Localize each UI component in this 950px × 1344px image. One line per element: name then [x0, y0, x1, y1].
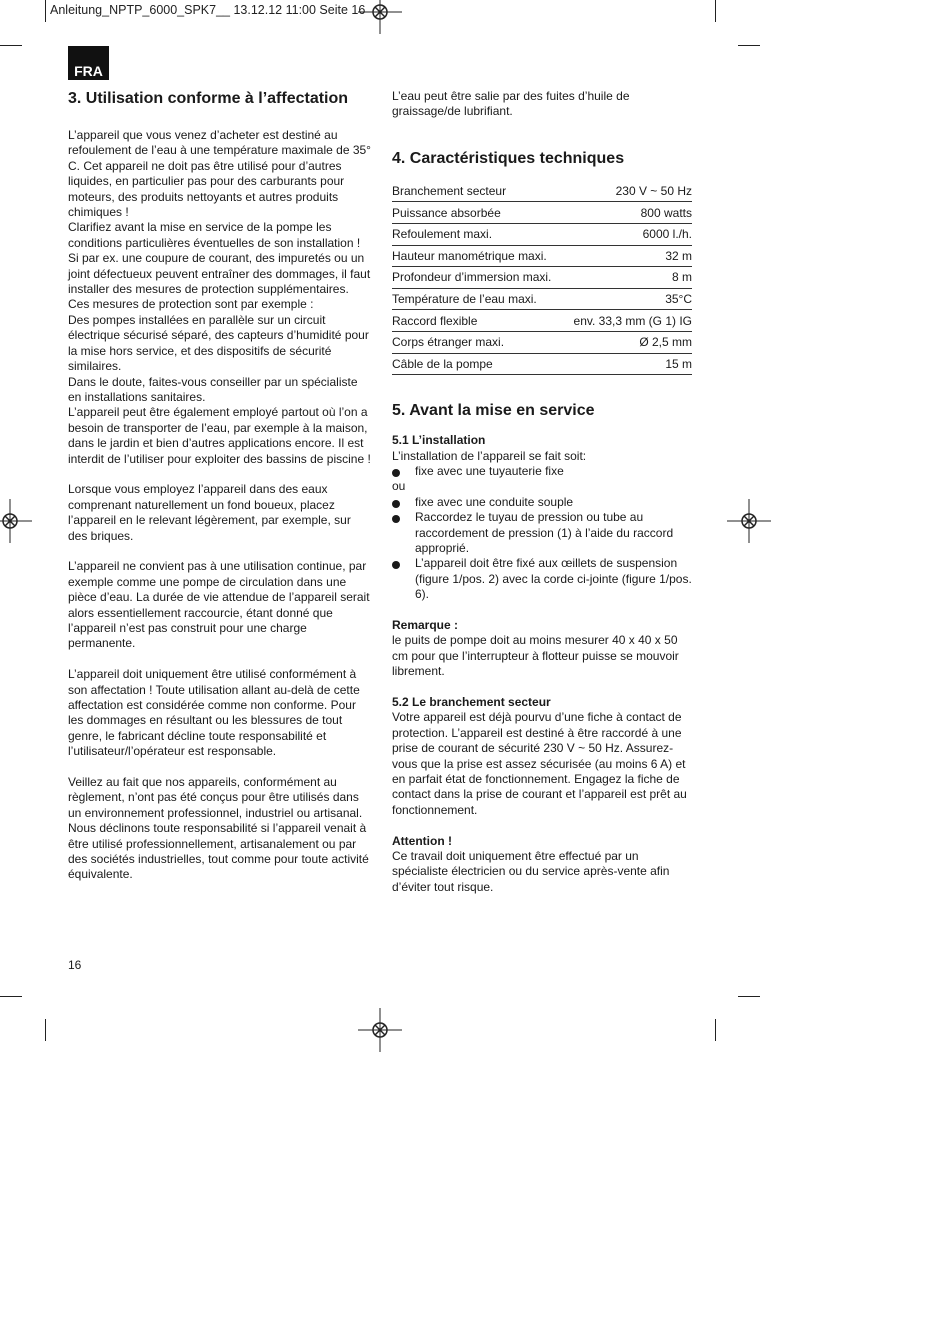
paragraph: L’appareil que vous venez d’acheter est destiné au refoulement de l’eau à une température maximale de 35° C. Cet appareil ne doit pas être utilisé pour d’autres liquides, en particulier pas pour des carburants pour moteurs, des produits nettoyants et autres produits chimiques ! — [68, 128, 371, 220]
registration-mark-icon — [0, 499, 32, 543]
bullet-icon — [392, 500, 400, 508]
paragraph: Veillez au fait que nos appareils, conformément au règlement, n’ont pas été conçus pour être utilisés dans un environnement professionnel, industriel ou artisanal. Nous déclinons toute responsabilité si l’appareil venait à être utilisé professionnellement, artisanalement ou par des sociétés industrielles, tout comme pour toute activité équivalente. — [68, 775, 369, 882]
paragraph: Si par ex. une coupure de courant, des impuretés ou un joint défectueux peuvent entraîner des dommages, il faut installer des mesures de protection supplémentaires. — [68, 251, 371, 297]
paragraph: Dans le doute, faites-vous conseiller par un spécialiste en installations sanitaires. — [68, 374, 358, 404]
paragraph: Ce travail doit uniquement être effectué par un spécialiste électricien ou du service après-vente afin d’éviter tout risque. — [392, 849, 670, 894]
crop-mark — [0, 45, 22, 46]
spec-value: 15 m — [564, 353, 692, 375]
print-slug: Anleitung_NPTP_6000_SPK7__ 13.12.12 11:00 Seite 16 — [50, 3, 366, 17]
paragraph: L’installation de l’appareil se fait soit: — [392, 448, 587, 463]
bullet-list — [392, 495, 694, 603]
paragraph: L’appareil ne convient pas à une utilisation continue, par exemple comme une pompe de circulation dans une pièce d’eau. La durée de vie attendue de l’appareil serait alors essentiellement raccourcie, étant donné que l’appareil n’est pas construit pour une charge permanente. — [68, 559, 370, 651]
table-row — [392, 181, 692, 202]
paragraph: ou — [392, 479, 406, 494]
paragraph: Lorsque vous employez l’appareil dans des eaux comprenant naturellement un fond boueux, placez l’appareil en le relevant légèrement, par exemple, sur des briques. — [68, 482, 351, 543]
crop-mark — [715, 1019, 716, 1041]
section-heading-3: 3. Utilisation conforme à l’affectation — [68, 90, 349, 107]
crop-mark — [715, 0, 716, 22]
table-row — [392, 245, 692, 267]
table-row — [392, 267, 692, 289]
language-tab: FRA — [68, 46, 109, 80]
bullet-icon — [392, 515, 400, 523]
specs-table — [392, 181, 692, 375]
spec-value: env. 33,3 mm (G 1) IG — [564, 310, 692, 332]
bullet-icon — [392, 561, 400, 569]
spec-value: 6000 l./h. — [564, 224, 692, 246]
spec-label: Branchement secteur — [392, 181, 564, 202]
subheading-attention: Attention ! — [392, 833, 452, 848]
paragraph: Clarifiez avant la mise en service de la pompe les conditions particulières éventuelles de son installation ! — [68, 220, 361, 250]
paragraph: L’eau peut être salie par des fuites d’huile de graissage/de lubrifiant. — [392, 89, 630, 119]
list-item: L’appareil doit être fixé aux œillets de suspension (figure 1/pos. 2) avec la corde ci-jointe (figure 1/pos. 6). — [392, 556, 694, 602]
paragraph: Des pompes installées en parallèle sur un circuit électrique sécurisé séparé, des capteurs d’humidité pour la mise hors service, et des dispositifs de sécurité similaires. — [68, 312, 369, 374]
spec-value: 8 m — [564, 267, 692, 289]
spec-label: Profondeur d’immersion maxi. — [392, 267, 564, 289]
paragraph: le puits de pompe doit au moins mesurer 40 x 40 x 50 cm pour que l’interrupteur à flotteur puisse se mouvoir librement. — [392, 633, 679, 679]
registration-mark-icon — [358, 1008, 402, 1052]
spec-label: Raccord flexible — [392, 310, 564, 332]
spec-label: Puissance absorbée — [392, 202, 564, 224]
crop-mark — [45, 0, 46, 22]
table-row — [392, 288, 692, 310]
spec-label: Hauteur manométrique maxi. — [392, 245, 564, 267]
spec-label: Câble de la pompe — [392, 353, 564, 375]
table-row — [392, 353, 692, 375]
spec-label: Température de l’eau maxi. — [392, 288, 564, 310]
spec-value: 230 V ~ 50 Hz — [564, 181, 692, 202]
table-row — [392, 202, 692, 224]
list-item: fixe avec une conduite souple — [392, 495, 694, 510]
spec-value: 800 watts — [564, 202, 692, 224]
spec-label: Refoulement maxi. — [392, 224, 564, 246]
subheading-remark: Remarque : — [392, 618, 459, 633]
paragraph: L’appareil peut être également employé partout où l’on a besoin de transporter de l’eau, par exemple à la maison, dans le jardin et bien d’autres applications encore. Il est interdit de l’utiliser pour exploiter des bassins de piscine ! — [68, 405, 371, 466]
table-row — [392, 224, 692, 246]
list-item: Raccordez le tuyau de pression ou tube au raccordement de pression (1) à l’aide du raccord approprié. — [392, 510, 694, 556]
spec-value: Ø 2,5 mm — [564, 331, 692, 353]
section-heading-5: 5. Avant la mise en service — [392, 402, 595, 420]
spec-label: Corps étranger maxi. — [392, 331, 564, 353]
paragraph: Ces mesures de protection sont par exemple : — [68, 297, 314, 312]
left-column — [68, 89, 372, 883]
spec-value: 35°C — [564, 288, 692, 310]
crop-mark — [738, 996, 760, 997]
crop-mark — [45, 1019, 46, 1041]
bullet-icon — [392, 469, 400, 477]
paragraph: L’appareil doit uniquement être utilisé conformément à son affectation ! Toute utilisation allant au-delà de cette affectation est considérée comme non conforme. Pour les dommages en résultant ou les blessures de tout genre, le fabricant décline toute responsabilité et l’utilisateur/l’opérateur est responsable. — [68, 667, 360, 759]
paragraph: Votre appareil est déjà pourvu d’une fiche à contact de protection. L’appareil est destiné à être raccordé à une prise de courant de sécurité 230 V ~ 50 Hz. Assurez-vous que la prise est assez sécurisée (au moins 6 A) et en parfait état de fonctionnement. Engagez la fiche de contact dans la prise de courant et l’appareil est prêt au fonctionnement. — [392, 710, 687, 817]
list-item: fixe avec une tuyauterie fixe — [392, 464, 694, 479]
crop-mark — [0, 996, 22, 997]
section-heading-4: 4. Caractéristiques techniques — [392, 149, 625, 167]
page-number: 16 — [68, 958, 82, 972]
spec-value: 32 m — [564, 245, 692, 267]
subheading-installation: 5.1 L’installation — [392, 433, 486, 448]
table-row — [392, 310, 692, 332]
bullet-list — [392, 464, 694, 479]
crop-mark — [738, 45, 760, 46]
subheading-mains: 5.2 Le branchement secteur — [392, 695, 551, 710]
table-row — [392, 331, 692, 353]
registration-mark-icon — [727, 499, 771, 543]
right-column — [392, 89, 694, 895]
